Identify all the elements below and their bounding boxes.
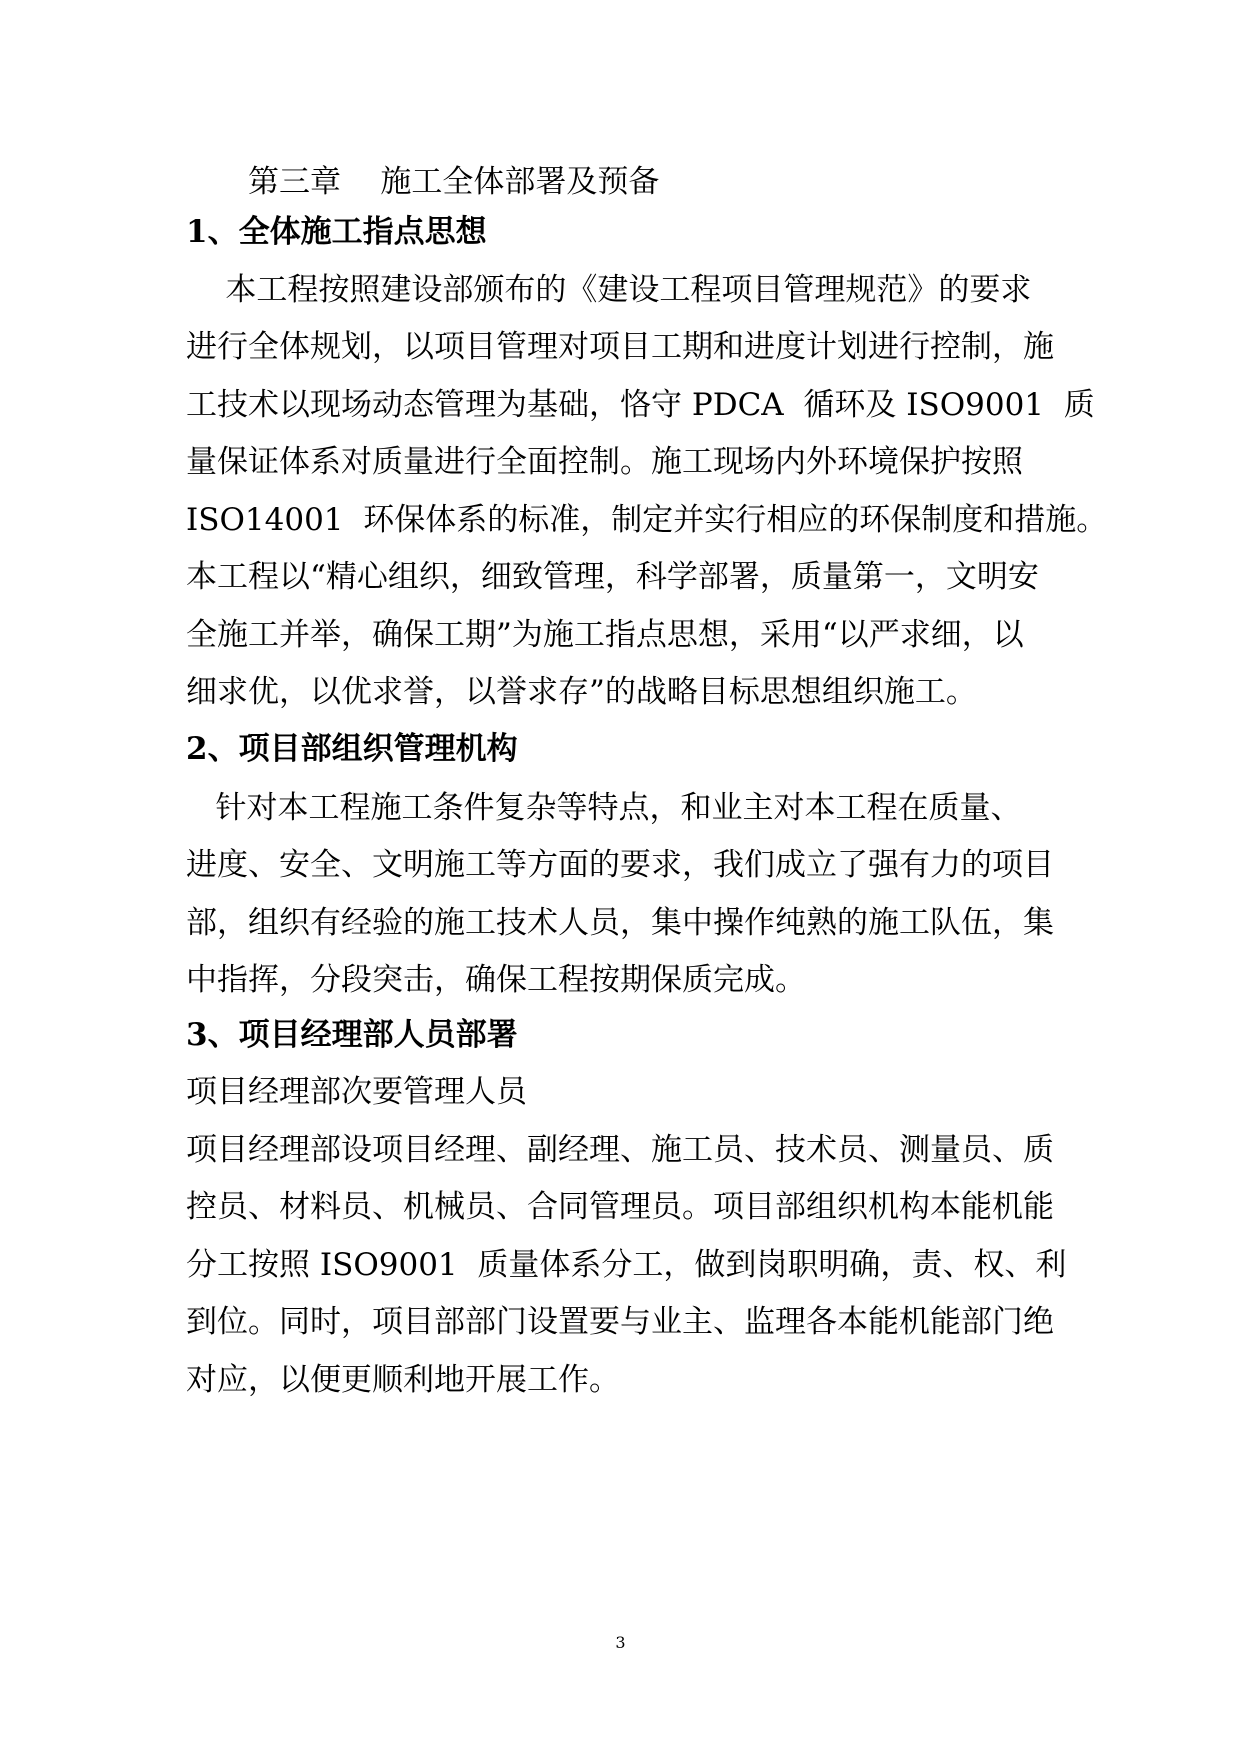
paragraph-line: 项目经理部设项目经理、副经理、施工员、技术员、测量员、质	[186, 1132, 1054, 1168]
paragraph-line: 对应，以便更顺利地开展工作。	[186, 1362, 620, 1398]
paragraph-line: 控员、材料员、机械员、合同管理员。项目部组织机构本能机能	[186, 1189, 1054, 1225]
paragraph-line: 到位。同时，项目部部门设置要与业主、监理各本能机能部门绝	[186, 1304, 1054, 1340]
paragraph-line: 针对本工程施工条件复杂等特点，和业主对本工程在质量、	[186, 790, 1022, 826]
paragraph-line: 全施工并举，确保工期”为施工指点思想，采用“以严求细，以	[186, 617, 1024, 653]
section-heading-3: 3、项目经理部人员部署	[186, 1017, 518, 1053]
paragraph-line: 中指挥，分段突击，确保工程按期保质完成。	[186, 962, 806, 998]
paragraph-line: 进度、安全、文明施工等方面的要求，我们成立了强有力的项目	[186, 847, 1054, 883]
paragraph-line: 部，组织有经验的施工技术人员，集中操作纯熟的施工队伍，集	[186, 905, 1054, 941]
paragraph-line: ISO14001 环保体系的标准，制定并实行相应的环保制度和措施。	[186, 502, 1108, 538]
section-heading-1: 1、全体施工指点思想	[186, 214, 487, 250]
paragraph-line: 进行全体规划，以项目管理对项目工期和进度计划进行控制，施	[186, 329, 1054, 365]
paragraph-line: 工技术以现场动态管理为基础，恪守 PDCA 循环及 ISO9001 质	[186, 387, 1095, 423]
paragraph-line: 细求优，以优求誉，以誉求存”的战略目标思想组织施工。	[186, 674, 977, 710]
paragraph-line: 量保证体系对质量进行全面控制。施工现场内外环境保护按照	[186, 444, 1023, 480]
paragraph-line: 本工程以“精心组织，细致管理，科学部署，质量第一，文明安	[186, 559, 1039, 595]
paragraph-line: 分工按照 ISO9001 质量体系分工，做到岗职明确，责、权、利	[186, 1247, 1067, 1283]
section-heading-2: 2、项目部组织管理机构	[186, 731, 518, 767]
page-number: 3	[615, 1633, 626, 1652]
paragraph-line: 项目经理部次要管理人员	[186, 1074, 527, 1110]
paragraph-line: 本工程按照建设部颁布的《建设工程项目管理规范》的要求	[186, 272, 1032, 308]
chapter-title: 第三章 施工全体部署及预备	[248, 164, 660, 200]
